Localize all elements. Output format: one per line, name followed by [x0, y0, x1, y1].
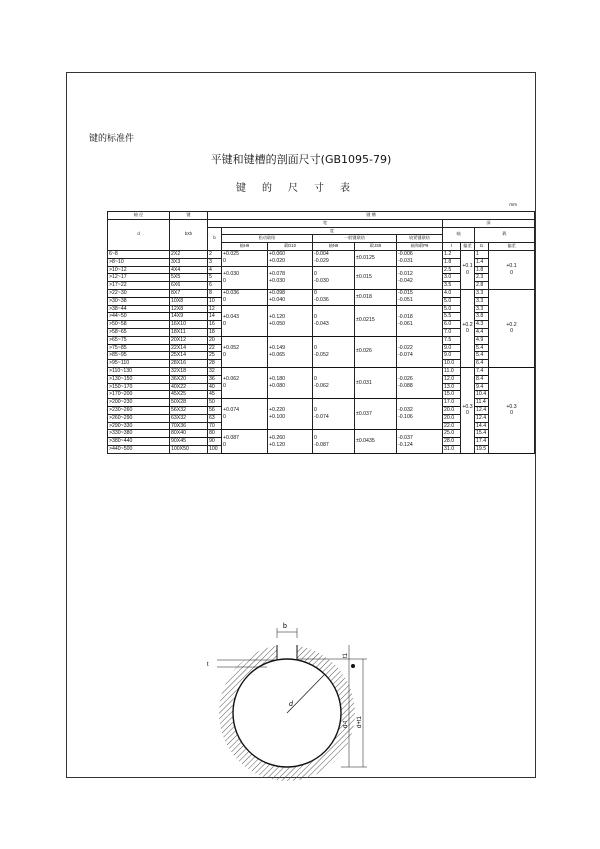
header-h9: 轴H9 — [222, 243, 268, 251]
cell-d: >380~440 — [108, 438, 170, 446]
cell-t: 9.0 — [443, 352, 461, 360]
cell-d: >44~50 — [108, 313, 170, 321]
cell-bxh: 90X45 — [170, 438, 208, 446]
cell-t1: 3.3 — [475, 305, 489, 313]
cell-t1: 9.4 — [475, 383, 489, 391]
cell-t: 9.0 — [443, 344, 461, 352]
cell-tol-js9: ±0.0435 — [355, 430, 397, 453]
cell-t1: 5.4 — [475, 344, 489, 352]
cell-t-dev: +0.2 0 — [461, 289, 475, 367]
cell-bxh: 16X10 — [170, 321, 208, 329]
cell-tol-js9: ±0.026 — [355, 336, 397, 367]
cell-b: 20 — [208, 336, 222, 344]
hub-hatching — [219, 643, 355, 781]
cell-d: >58~65 — [108, 328, 170, 336]
cell-b: 63 — [208, 414, 222, 422]
header-d: d — [108, 219, 170, 250]
cell-tol-js9: ±0.015 — [355, 266, 397, 289]
cell-t1: 7.4 — [475, 367, 489, 375]
cell-tol-n9: 0 -0.036 — [313, 289, 355, 305]
cell-b: 18 — [208, 328, 222, 336]
cell-b: 50 — [208, 399, 222, 407]
label-d-minus-t: d-t — [343, 720, 349, 728]
cell-t: 20.0 — [443, 414, 461, 422]
cell-tol-n9: 0 -0.087 — [313, 430, 355, 453]
header-t: t — [443, 243, 461, 251]
cell-b: 28 — [208, 360, 222, 368]
cell-bxh: 25X14 — [170, 352, 208, 360]
cell-t: 12.0 — [443, 375, 461, 383]
cell-d: >22~30 — [108, 289, 170, 297]
cell-bxh: 63X32 — [170, 414, 208, 422]
cell-bxh: 36X20 — [170, 375, 208, 383]
cell-tol-p9: -0.012 -0.042 — [397, 266, 443, 289]
header-t1: t1 — [475, 243, 489, 251]
cell-tol-n9: 0 -0.043 — [313, 305, 355, 336]
cell-t1: 1 — [475, 250, 489, 258]
cell-t: 1.8 — [443, 258, 461, 266]
cell-d: >170~200 — [108, 391, 170, 399]
cell-b: 3 — [208, 258, 222, 266]
cell-b: 80 — [208, 430, 222, 438]
cell-d: >260~290 — [108, 414, 170, 422]
cell-tol-js9: ±0.0125 — [355, 250, 397, 266]
header-tight: 较紧键联结 — [397, 235, 443, 243]
header-d10: 毂D10 — [268, 243, 313, 251]
header-p9: 轴和毂P9 — [397, 243, 443, 251]
cell-t1-dev: +0.2 0 — [489, 289, 535, 367]
cell-t1: 8.4 — [475, 375, 489, 383]
cell-d: >8~10 — [108, 258, 170, 266]
cell-t1: 1.4 — [475, 258, 489, 266]
cell-bxh: 8X7 — [170, 289, 208, 297]
document-frame — [66, 72, 536, 778]
cell-tol-js9: ±0.0215 — [355, 305, 397, 336]
cell-t: 7.5 — [443, 336, 461, 344]
cell-tol-h9: +0.052 0 — [222, 336, 268, 367]
cell-d: 6~8 — [108, 250, 170, 258]
cell-b: 12 — [208, 305, 222, 313]
cell-tol-h9: +0.074 0 — [222, 399, 268, 430]
cell-d: >12~17 — [108, 274, 170, 282]
cell-t: 13.0 — [443, 383, 461, 391]
cell-b: 70 — [208, 422, 222, 430]
cell-d: >10~12 — [108, 266, 170, 274]
cell-t1: 2.8 — [475, 282, 489, 290]
cell-t: 1.2 — [443, 250, 461, 258]
cell-bxh: 80X40 — [170, 430, 208, 438]
cell-tol-d10: +0.180 +0.080 — [268, 367, 313, 398]
cell-bxh: 100X50 — [170, 445, 208, 453]
cell-bxh: 20X12 — [170, 336, 208, 344]
cell-d: >38~44 — [108, 305, 170, 313]
cell-t: 5.0 — [443, 297, 461, 305]
cell-tol-d10: +0.220 +0.100 — [268, 399, 313, 430]
header-b: b — [208, 227, 222, 250]
cell-tol-n9: -0.004 -0.029 — [313, 250, 355, 266]
cell-t1: 1.8 — [475, 266, 489, 274]
header-normal: 一般键联结 — [313, 235, 397, 243]
cell-t-dev: +0.1 0 — [461, 250, 475, 289]
cell-bxh: 5X5 — [170, 274, 208, 282]
cell-b: 25 — [208, 352, 222, 360]
cell-tol-d10: +0.060 +0.020 — [268, 250, 313, 266]
cell-t1: 3.3 — [475, 297, 489, 305]
cell-d: >200~230 — [108, 399, 170, 407]
cell-tol-n9: 0 -0.052 — [313, 336, 355, 367]
header-key: 键 — [170, 212, 208, 220]
header-hub: 毂 — [475, 227, 535, 243]
cell-tol-p9: -0.006 -0.031 — [397, 250, 443, 266]
cell-t: 15.0 — [443, 391, 461, 399]
label-t: t — [207, 662, 209, 668]
table-subtitle: 键的尺寸表 — [236, 183, 366, 194]
keyway-cross-section-drawing — [197, 588, 377, 813]
cell-t1: 19.5 — [475, 445, 489, 453]
cell-t: 11.0 — [443, 367, 461, 375]
section-title: 键的标准件 — [89, 134, 135, 144]
cell-t1: 4.9 — [475, 336, 489, 344]
cell-b: 14 — [208, 313, 222, 321]
cell-tol-n9: 0 -0.030 — [313, 266, 355, 289]
cell-t: 31.0 — [443, 445, 461, 453]
cell-d: >17~22 — [108, 282, 170, 290]
cell-t: 5.5 — [443, 313, 461, 321]
cell-t: 10.0 — [443, 360, 461, 368]
label-b: b — [283, 623, 287, 630]
cell-bxh: 12X8 — [170, 305, 208, 313]
cell-tol-p9: -0.022 -0.074 — [397, 336, 443, 367]
cell-b: 10 — [208, 297, 222, 305]
cell-tol-h9: +0.087 0 — [222, 430, 268, 453]
cell-d: >230~260 — [108, 406, 170, 414]
cell-t1: 2.3 — [475, 274, 489, 282]
cell-b: 22 — [208, 344, 222, 352]
cell-bxh: 50X28 — [170, 399, 208, 407]
cell-tol-p9: -0.037 -0.124 — [397, 430, 443, 453]
main-title: 平键和键槽的剖面尺寸(GB1095-79) — [210, 153, 392, 166]
cell-tol-n9: 0 -0.062 — [313, 367, 355, 398]
cell-tol-h9: +0.062 0 — [222, 367, 268, 398]
cell-b: 56 — [208, 406, 222, 414]
cell-b: 90 — [208, 438, 222, 446]
header-shaft-diameter: 轴 径 — [108, 212, 170, 220]
cell-d: >85~95 — [108, 352, 170, 360]
cell-t1: 14.4 — [475, 422, 489, 430]
cell-b: 32 — [208, 367, 222, 375]
cell-bxh: 70X36 — [170, 422, 208, 430]
cell-tol-h9: +0.030 0 — [222, 266, 268, 289]
cell-b: 6 — [208, 282, 222, 290]
cell-b: 8 — [208, 289, 222, 297]
cell-tol-p9: -0.018 -0.061 — [397, 305, 443, 336]
cell-b: 5 — [208, 274, 222, 282]
cell-tol-d10: +0.149 +0.065 — [268, 336, 313, 367]
header-loose: 松动联结 — [222, 235, 313, 243]
header-depth-group: 深 — [443, 219, 535, 227]
cell-t1-dev: +0.3 0 — [489, 367, 535, 453]
cell-tol-d10: +0.098 +0.040 — [268, 289, 313, 305]
header-js9: 毂JS9 — [355, 243, 397, 251]
cell-t1: 6.4 — [475, 360, 489, 368]
cell-tol-d10: +0.260 +0.120 — [268, 430, 313, 453]
unit-label: mm — [509, 202, 517, 207]
cell-t: 7.0 — [443, 328, 461, 336]
cell-bxh: 2X2 — [170, 250, 208, 258]
header-width-sub: 度 — [222, 227, 443, 235]
cell-t1: 11.4 — [475, 399, 489, 407]
cell-bxh: 40X22 — [170, 383, 208, 391]
cell-bxh: 3X3 — [170, 258, 208, 266]
cell-t1: 4.3 — [475, 321, 489, 329]
cell-d: >130~150 — [108, 375, 170, 383]
cell-tol-p9: -0.015 -0.051 — [397, 289, 443, 305]
cell-b: 100 — [208, 445, 222, 453]
header-bxh: bXh — [170, 219, 208, 250]
cell-bxh: 10X8 — [170, 297, 208, 305]
label-t1: t1 — [343, 652, 349, 658]
cell-t1: 3.8 — [475, 313, 489, 321]
cell-t1: 15.4 — [475, 430, 489, 438]
key-dimension-table — [107, 211, 535, 454]
cell-b: 16 — [208, 321, 222, 329]
cell-d: >440~500 — [108, 445, 170, 453]
cell-t: 20.0 — [443, 406, 461, 414]
cell-b: 4 — [208, 266, 222, 274]
cell-t1: 12.4 — [475, 414, 489, 422]
cell-d: >50~58 — [108, 321, 170, 329]
label-d-plus-t1: d+t1 — [357, 716, 363, 728]
cell-t: 3.0 — [443, 274, 461, 282]
header-shaft: 轴 — [443, 227, 475, 243]
cell-bxh: 18X11 — [170, 328, 208, 336]
cell-bxh: 45X25 — [170, 391, 208, 399]
cell-t1: 17.4 — [475, 438, 489, 446]
cell-t1: 3.3 — [475, 289, 489, 297]
cell-tol-js9: ±0.031 — [355, 367, 397, 398]
cell-bxh: 14X9 — [170, 313, 208, 321]
cell-tol-h9: +0.036 0 — [222, 289, 268, 305]
cell-tol-d10: +0.078 +0.030 — [268, 266, 313, 289]
cell-d: >290~330 — [108, 422, 170, 430]
cell-d: >30~38 — [108, 297, 170, 305]
cell-b: 45 — [208, 391, 222, 399]
cell-bxh: 56X32 — [170, 406, 208, 414]
header-n9: 轴N9 — [313, 243, 355, 251]
cell-t1: 12.4 — [475, 406, 489, 414]
header-width-group: 宽 — [208, 219, 443, 227]
cell-tol-js9: ±0.037 — [355, 399, 397, 430]
cell-bxh: 32X18 — [170, 367, 208, 375]
header-keyway: 键 槽 — [208, 212, 535, 220]
cell-t: 17.0 — [443, 399, 461, 407]
cell-d: >95~110 — [108, 360, 170, 368]
cell-t1: 10.4 — [475, 391, 489, 399]
cell-bxh: 4X4 — [170, 266, 208, 274]
cell-tol-h9: +0.043 0 — [222, 305, 268, 336]
cell-t-dev: +0.3 0 — [461, 367, 475, 453]
cell-t: 28.0 — [443, 438, 461, 446]
cell-tol-d10: +0.120 +0.050 — [268, 305, 313, 336]
header-t1-dev: 偏差 — [489, 243, 535, 251]
cell-tol-n9: 0 -0.074 — [313, 399, 355, 430]
cell-t1: 5.4 — [475, 352, 489, 360]
cell-bxh: 6X6 — [170, 282, 208, 290]
cell-d: >110~130 — [108, 367, 170, 375]
cell-tol-p9: -0.026 -0.088 — [397, 367, 443, 398]
header-t-dev: 偏差 — [461, 243, 475, 251]
cell-t1: 4.4 — [475, 328, 489, 336]
cell-tol-js9: ±0.018 — [355, 289, 397, 305]
cell-t: 25.0 — [443, 430, 461, 438]
cell-t: 22.0 — [443, 422, 461, 430]
cell-d: >75~85 — [108, 344, 170, 352]
cell-t: 3.5 — [443, 282, 461, 290]
cell-b: 36 — [208, 375, 222, 383]
cell-tol-p9: -0.032 -0.106 — [397, 399, 443, 430]
cell-t1-dev: +0.1 0 — [489, 250, 535, 289]
cell-t: 6.0 — [443, 321, 461, 329]
cell-bxh: 28X16 — [170, 360, 208, 368]
cell-d: >150~170 — [108, 383, 170, 391]
cell-b: 2 — [208, 250, 222, 258]
cell-tol-h9: +0.025 0 — [222, 250, 268, 266]
cell-t: 4.0 — [443, 289, 461, 297]
cell-d: >65~75 — [108, 336, 170, 344]
cell-d: >330~380 — [108, 430, 170, 438]
cell-bxh: 22X14 — [170, 344, 208, 352]
cell-b: 40 — [208, 383, 222, 391]
cell-t: 5.0 — [443, 305, 461, 313]
cell-t: 2.5 — [443, 266, 461, 274]
label-d: d — [289, 701, 293, 708]
